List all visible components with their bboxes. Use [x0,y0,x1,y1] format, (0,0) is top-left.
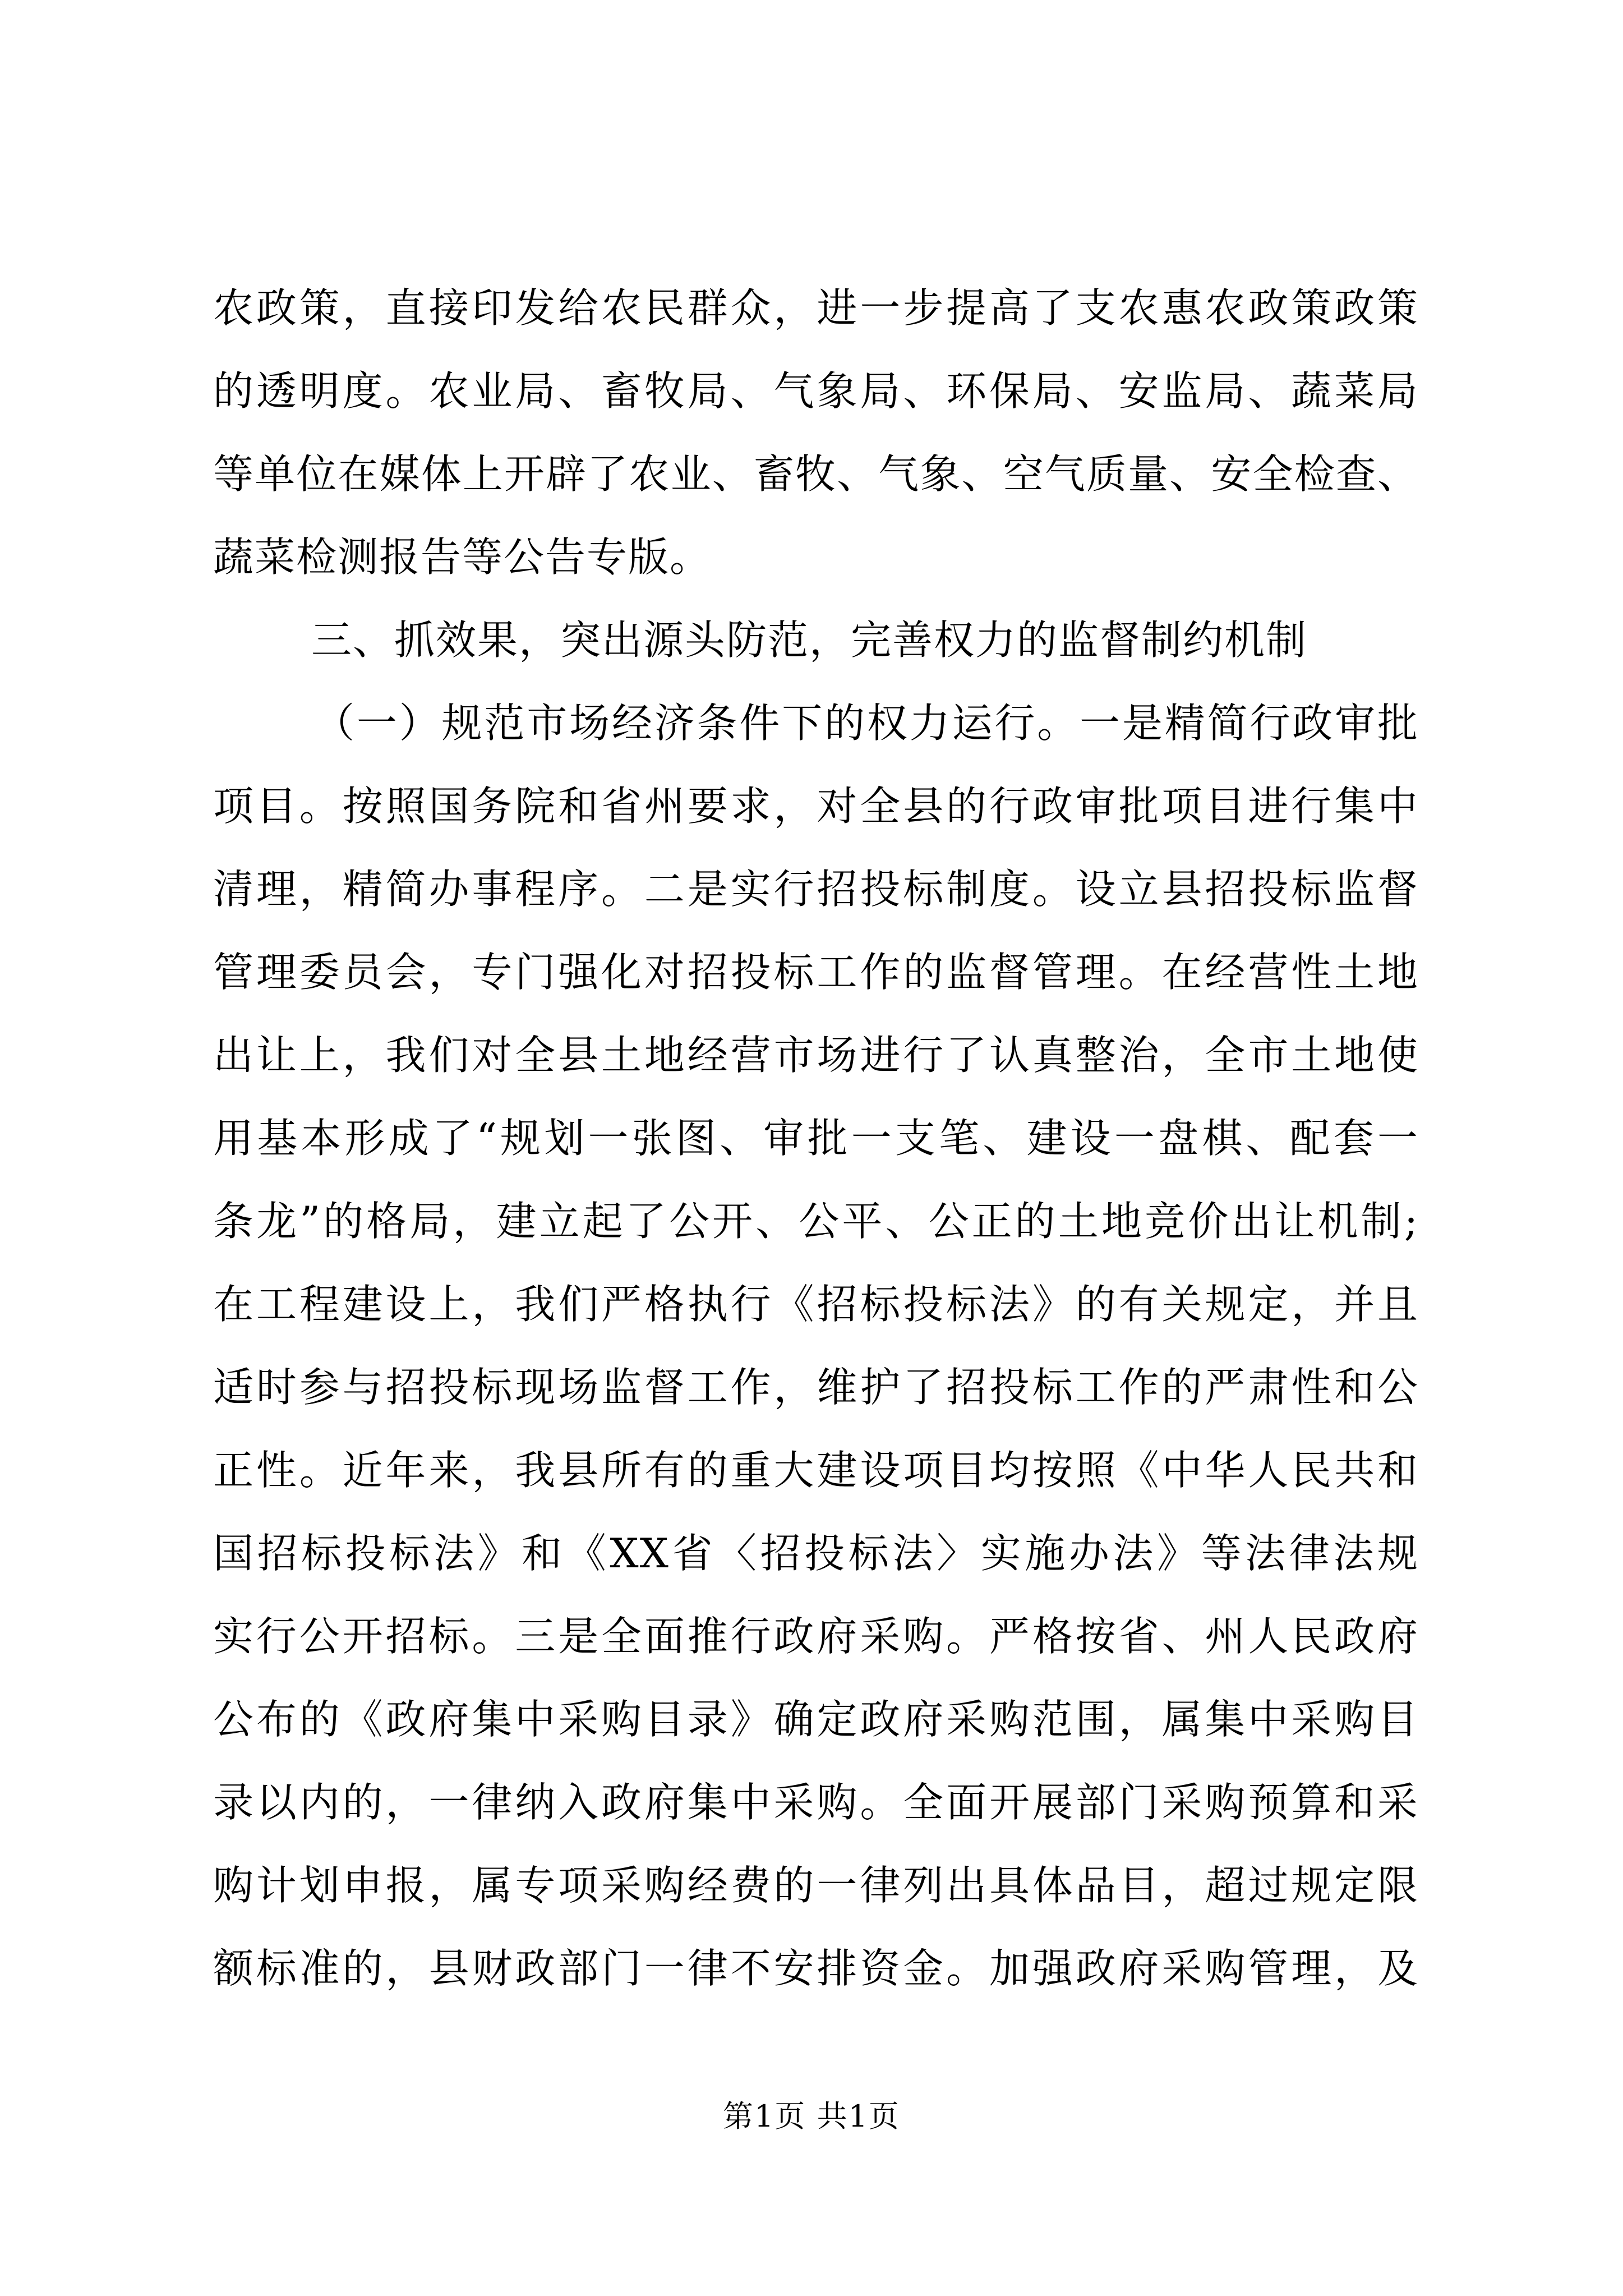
text-line: 适时参与招投标现场监督工作，维护了招投标工作的严肃性和公 [213,1364,1419,1411]
text-line: 用基本形成了“规划一张图、审批一支笔、建设一盘棋、配套一 [213,1115,1419,1162]
text-line: 农政策，直接印发给农民群众，进一步提高了支农惠农政策政策 [213,284,1419,332]
text-line: 在工程建设上，我们严格执行《招标投标法》的有关规定，并且 [213,1281,1419,1328]
section-heading: 三、抓效果，突出源头防范，完善权力的监督制约机制 [311,616,1308,664]
text-line: 公布的《政府集中采购目录》确定政府采购范围，属集中采购目 [213,1696,1419,1743]
text-line: 蔬菜检测报告等公告专版。 [213,533,712,581]
text-line: 正性。近年来，我县所有的重大建设项目均按照《中华人民共和 [213,1447,1419,1494]
text-line: 录以内的，一律纳入政府集中采购。全面开展部门采购预算和采 [213,1779,1419,1826]
document-body [213,266,1419,2010]
page-footer: 第1页 共1页 [723,2099,900,2134]
text-line: 额标准的，县财政部门一律不安排资金。加强政府采购管理，及 [213,1945,1419,1992]
text-line: （一）规范市场经济条件下的权力运行。一是精简行政审批 [314,700,1419,747]
text-line: 等单位在媒体上开辟了农业、畜牧、气象、空气质量、安全检查、 [213,450,1419,498]
text-line: 国招标投标法》和《XX省〈招投标法〉实施办法》等法律法规 [213,1530,1419,1577]
text-line: 清理，精简办事程序。二是实行招投标制度。设立县招投标监督 [213,866,1419,913]
text-line: 项目。按照国务院和省州要求，对全县的行政审批项目进行集中 [213,783,1419,830]
text-line: 的透明度。农业局、畜牧局、气象局、环保局、安监局、蔬菜局 [213,367,1419,415]
text-line: 管理委员会，专门强化对招投标工作的监督管理。在经营性土地 [213,949,1419,996]
text-line: 条龙”的格局，建立起了公开、公平、公正的土地竞价出让机制; [213,1198,1419,1245]
text-line: 出让上，我们对全县土地经营市场进行了认真整治，全市土地使 [213,1032,1419,1079]
text-line: 实行公开招标。三是全面推行政府采购。严格按省、州人民政府 [213,1613,1419,1660]
text-line: 购计划申报，属专项采购经费的一律列出具体品目，超过规定限 [213,1862,1419,1909]
